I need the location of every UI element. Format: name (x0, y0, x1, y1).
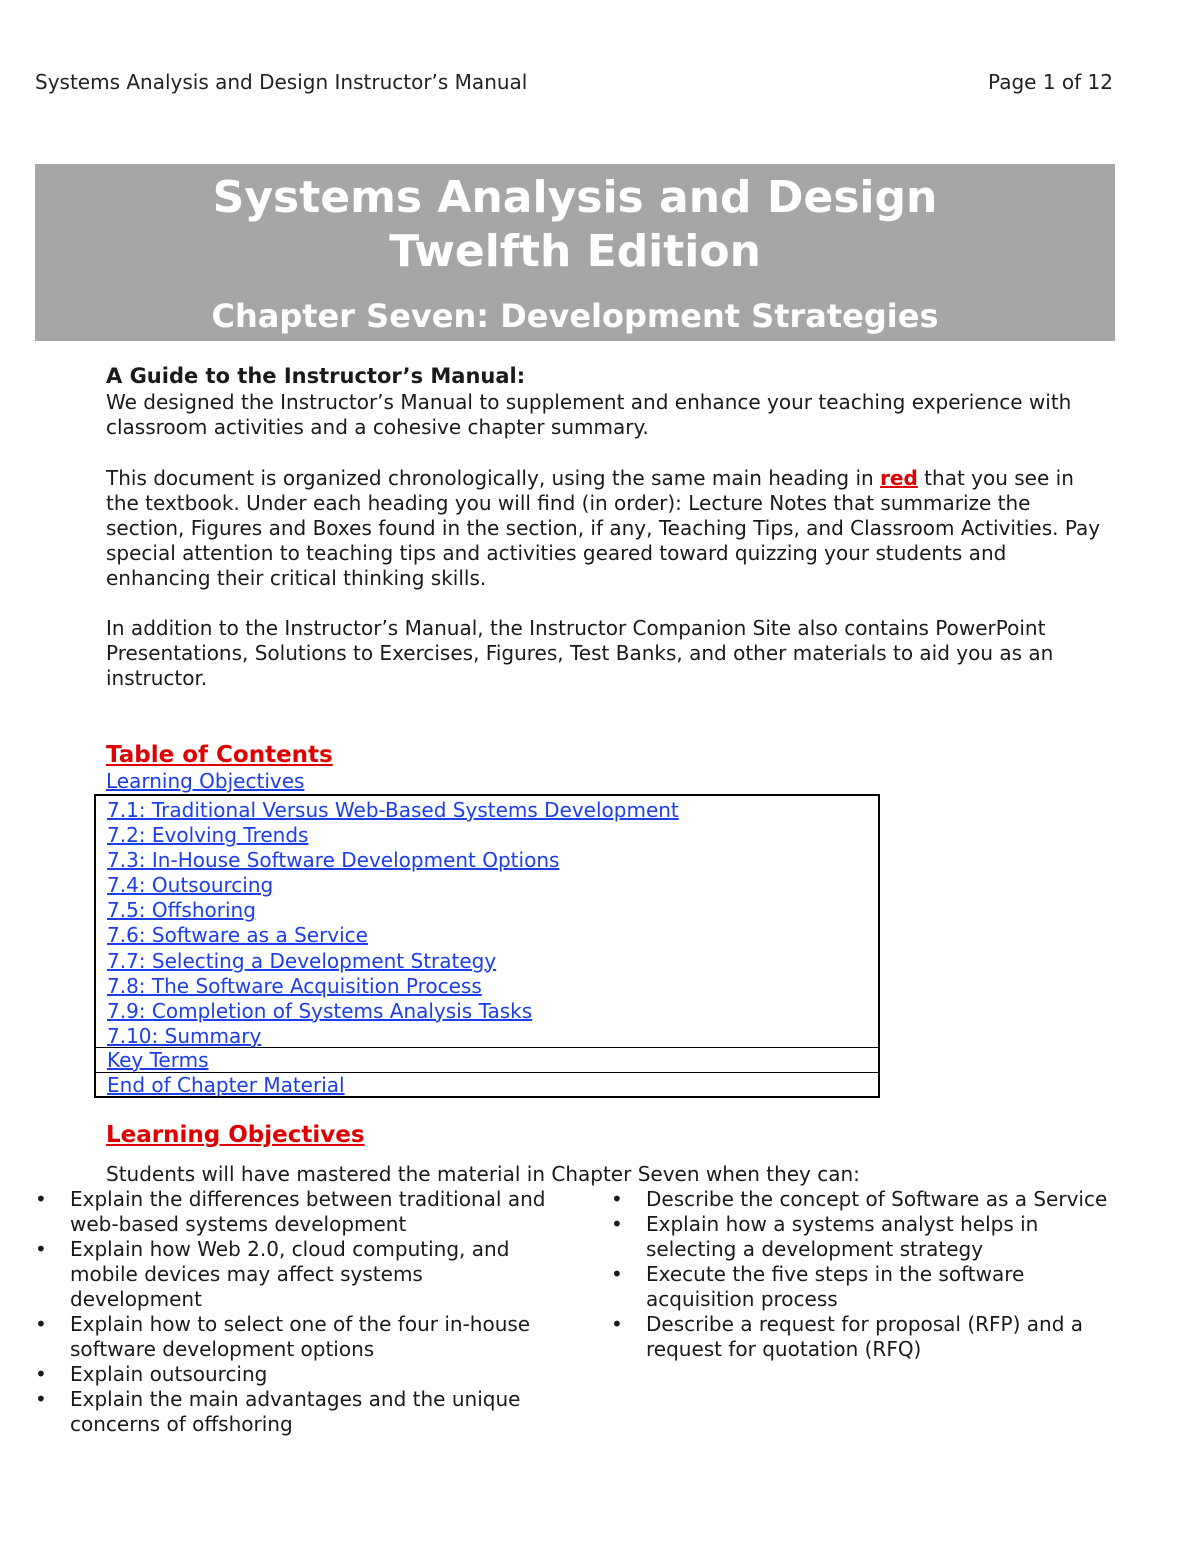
bullet-icon: • (35, 1362, 47, 1386)
list-item (35, 1387, 555, 1437)
book-title: Systems Analysis and Design (212, 172, 938, 223)
bullet-icon: • (35, 1312, 47, 1336)
guide-paragraph-2-end: that you see in the textbook. Under each heading you will find (in order): Lecture Notes that summarize the section, Figures and Boxes found in the section, if any, Teaching Tips, and Classroom Activities. Pay special attention to teaching tips and activities geared toward quizzing your students and enhancing their critical thinking skills. (106, 466, 1101, 590)
guide-paragraph-3: In addition to the Instructor’s Manual, the Instructor Companion Site also contains PowerPoint Presentations, Solutions to Exercises, Figures, Test Banks, and other materials to aid you as an instructor. (106, 616, 1054, 690)
bullet-icon: • (611, 1312, 623, 1336)
guide-paragraph-2-start: This document is organized chronologically, using the same main heading in (106, 466, 881, 490)
toc-link-learning-objectives[interactable]: Learning Objectives (106, 769, 305, 793)
list-item (35, 1187, 555, 1237)
list-item (611, 1262, 1111, 1312)
objective-text: Explain how Web 2.0, cloud computing, and mobile devices may affect systems development (70, 1237, 510, 1311)
toc-link-7-8[interactable]: 7.8: The Software Acquisition Process (107, 973, 482, 998)
toc-table (94, 794, 880, 1098)
objective-text: Describe a request for proposal (RFP) and a request for quotation (RFQ) (646, 1312, 1084, 1361)
list-item (611, 1312, 1111, 1362)
objectives-intro: Students will have mastered the material in Chapter Seven when they can: (106, 1162, 860, 1186)
objective-text: Explain the differences between traditional and web-based systems development (70, 1187, 546, 1236)
objectives-list-right (611, 1187, 1111, 1362)
bullet-icon: • (35, 1387, 47, 1411)
objective-text: Explain outsourcing (70, 1362, 268, 1386)
toc-link-7-4[interactable]: 7.4: Outsourcing (107, 873, 274, 898)
toc-learning-objectives (106, 769, 304, 795)
guide-paragraph-1: We designed the Instructor’s Manual to supplement and enhance your teaching experience with classroom activities and a cohesive chapter summary. (106, 390, 1072, 439)
toc-link-end-material[interactable]: End of Chapter Material (107, 1073, 345, 1097)
bullet-icon: • (611, 1212, 623, 1236)
objective-text: Describe the concept of Software as a Service (646, 1187, 1108, 1211)
toc-link-7-2[interactable]: 7.2: Evolving Trends (107, 823, 309, 848)
toc-link-key-terms[interactable]: Key Terms (107, 1048, 209, 1072)
toc-row-key-terms (96, 1048, 878, 1073)
list-item (35, 1362, 555, 1387)
objective-text: Explain how to select one of the four in-house software development options (70, 1312, 531, 1361)
toc-link-7-10[interactable]: 7.10: Summary (107, 1023, 262, 1048)
list-item (611, 1187, 1111, 1212)
objectives-list-left (35, 1187, 555, 1437)
title-banner (35, 164, 1115, 341)
toc-row-end-material (96, 1073, 878, 1098)
objectives-title: Learning Objectives (106, 1122, 365, 1148)
page-number: Page 1 of 12 (988, 70, 1113, 94)
toc-link-7-9[interactable]: 7.9: Completion of Systems Analysis Tasks (107, 998, 533, 1023)
bullet-icon: • (35, 1237, 47, 1261)
bullet-icon: • (611, 1187, 623, 1211)
toc-title: Table of Contents (106, 742, 333, 768)
toc-link-7-6[interactable]: 7.6: Software as a Service (107, 923, 368, 948)
guide-paragraph-2 (106, 466, 1106, 591)
toc-sections (96, 796, 878, 1048)
red-word: red (880, 466, 918, 490)
bullet-icon: • (35, 1187, 47, 1211)
toc-link-7-7[interactable]: 7.7: Selecting a Development Strategy (107, 948, 497, 973)
bullet-icon: • (611, 1262, 623, 1286)
chapter-title: Chapter Seven: Development Strategies (211, 297, 939, 335)
list-item (35, 1237, 555, 1312)
list-item (35, 1312, 555, 1362)
header-title: Systems Analysis and Design Instructor’s Manual (35, 70, 528, 94)
toc-link-7-3[interactable]: 7.3: In-House Software Development Options (107, 848, 560, 873)
guide-heading: A Guide to the Instructor’s Manual: (106, 364, 526, 388)
objective-text: Explain the main advantages and the unique concerns of offshoring (70, 1387, 521, 1436)
toc-link-7-5[interactable]: 7.5: Offshoring (107, 898, 256, 923)
list-item (611, 1212, 1111, 1262)
toc-link-7-1[interactable]: 7.1: Traditional Versus Web-Based Systems Development (107, 798, 679, 822)
edition-title: Twelfth Edition (389, 226, 761, 277)
objective-text: Execute the five steps in the software acquisition process (646, 1262, 1025, 1311)
objective-text: Explain how a systems analyst helps in selecting a development strategy (646, 1212, 1039, 1261)
